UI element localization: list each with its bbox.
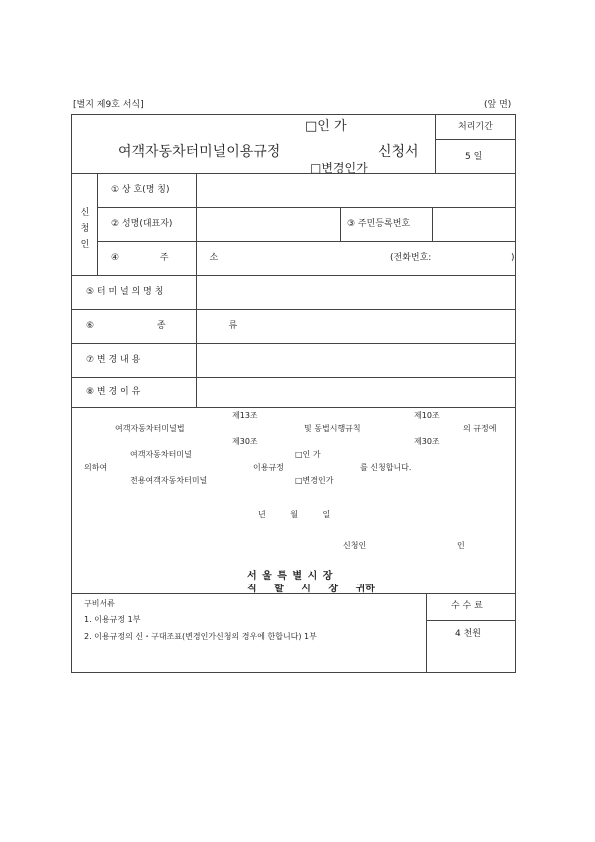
fee-divider — [426, 620, 516, 621]
form-number: [별지 제9호 서식] — [73, 100, 144, 110]
seal-label: 인 — [457, 541, 465, 550]
law-name: 여객자동차터미널법 — [115, 424, 185, 433]
fee-value: 4 천원 — [455, 629, 481, 639]
processing-divider — [435, 139, 516, 140]
attachments-title: 구비서류 — [84, 599, 115, 608]
terminal-name-label: ⑤ 터 미 널 의 명 칭 — [86, 287, 164, 297]
row-line-7 — [71, 407, 516, 408]
type-label: ⑥ 종 류 — [86, 321, 238, 331]
row-line-5 — [71, 343, 516, 344]
fee-label: 수 수 료 — [451, 601, 483, 611]
article-10: 제10조 — [414, 411, 440, 420]
processing-label: 처리기간 — [458, 122, 493, 132]
row-line-2 — [97, 241, 516, 242]
trade-name-label: ① 상 호(명 칭) — [111, 185, 170, 195]
provision-of: 의 규정에 — [463, 424, 497, 433]
attachment-item-2: 2. 이용규정의 신・구대조표(변경인가신청의 경우에 한합니다) 1부 — [84, 632, 317, 641]
label-column-line — [196, 173, 197, 407]
title-option-change: □변경인가 — [310, 162, 368, 173]
apply-text: 를 신청합니다. — [360, 463, 412, 472]
fee-left-line — [426, 593, 427, 673]
article-30-b: 제30조 — [414, 437, 440, 446]
representative-label: ② 성명(대표자) — [111, 219, 173, 229]
applicant-label-line — [97, 173, 98, 275]
applicant-label — [78, 205, 92, 253]
resident-left-line — [340, 207, 341, 241]
applicant-label-text: 신청인 — [80, 208, 90, 250]
article-30-a: 제30조 — [232, 437, 258, 446]
resident-number-label: ③ 주민등록번호 — [347, 219, 411, 229]
recipient-line-1: 서 울 특 별 시 장 — [247, 571, 334, 582]
change-content-label: ⑦ 변 경 내 용 — [86, 355, 141, 365]
row-line-1 — [97, 207, 516, 208]
according-to: 의하여 — [84, 463, 108, 472]
usage-rule: 이용규정 — [253, 463, 284, 472]
applicant-signature-label: 신청인 — [343, 541, 367, 550]
processing-left-line — [435, 114, 436, 173]
title-suffix: 신청서 — [378, 144, 419, 160]
processing-value: 5 일 — [465, 152, 483, 162]
attachment-item-1: 1. 이용규정 1부 — [84, 615, 141, 624]
article-13: 제13조 — [232, 411, 258, 420]
change-reason-label: ⑧ 변 경 이 유 — [86, 387, 141, 397]
row-line-3 — [71, 275, 516, 276]
title-option-approval: □인 가 — [305, 119, 347, 134]
recipient-line-2: 직 할 시 장 귀하 — [247, 584, 375, 593]
and-enforcement: 및 동법시행규칙 — [304, 424, 361, 433]
phone-close: ) — [511, 253, 515, 263]
page-side: (앞 면) — [484, 100, 512, 110]
date-line: 년 월 일 — [258, 510, 331, 519]
dedicated-terminal: 전용여객자동차터미널 — [130, 476, 208, 485]
change-approval-option: □변경인가 — [295, 476, 334, 485]
row-line-8 — [71, 593, 516, 594]
resident-right-line — [432, 207, 433, 241]
row-line-6 — [71, 377, 516, 378]
row-line-4 — [71, 309, 516, 310]
approval-option: □인 가 — [295, 450, 321, 459]
page-title: 여객자동차터미널이용규정 — [118, 144, 281, 160]
title-option-change-clip — [310, 162, 420, 173]
title-bottom-line — [71, 173, 516, 174]
address-label: ④ 주 소 — [111, 253, 219, 263]
phone-label: (전화번호: — [390, 253, 432, 263]
recipient-line-2-clip — [245, 584, 375, 593]
terminal: 여객자동차터미널 — [130, 450, 192, 459]
